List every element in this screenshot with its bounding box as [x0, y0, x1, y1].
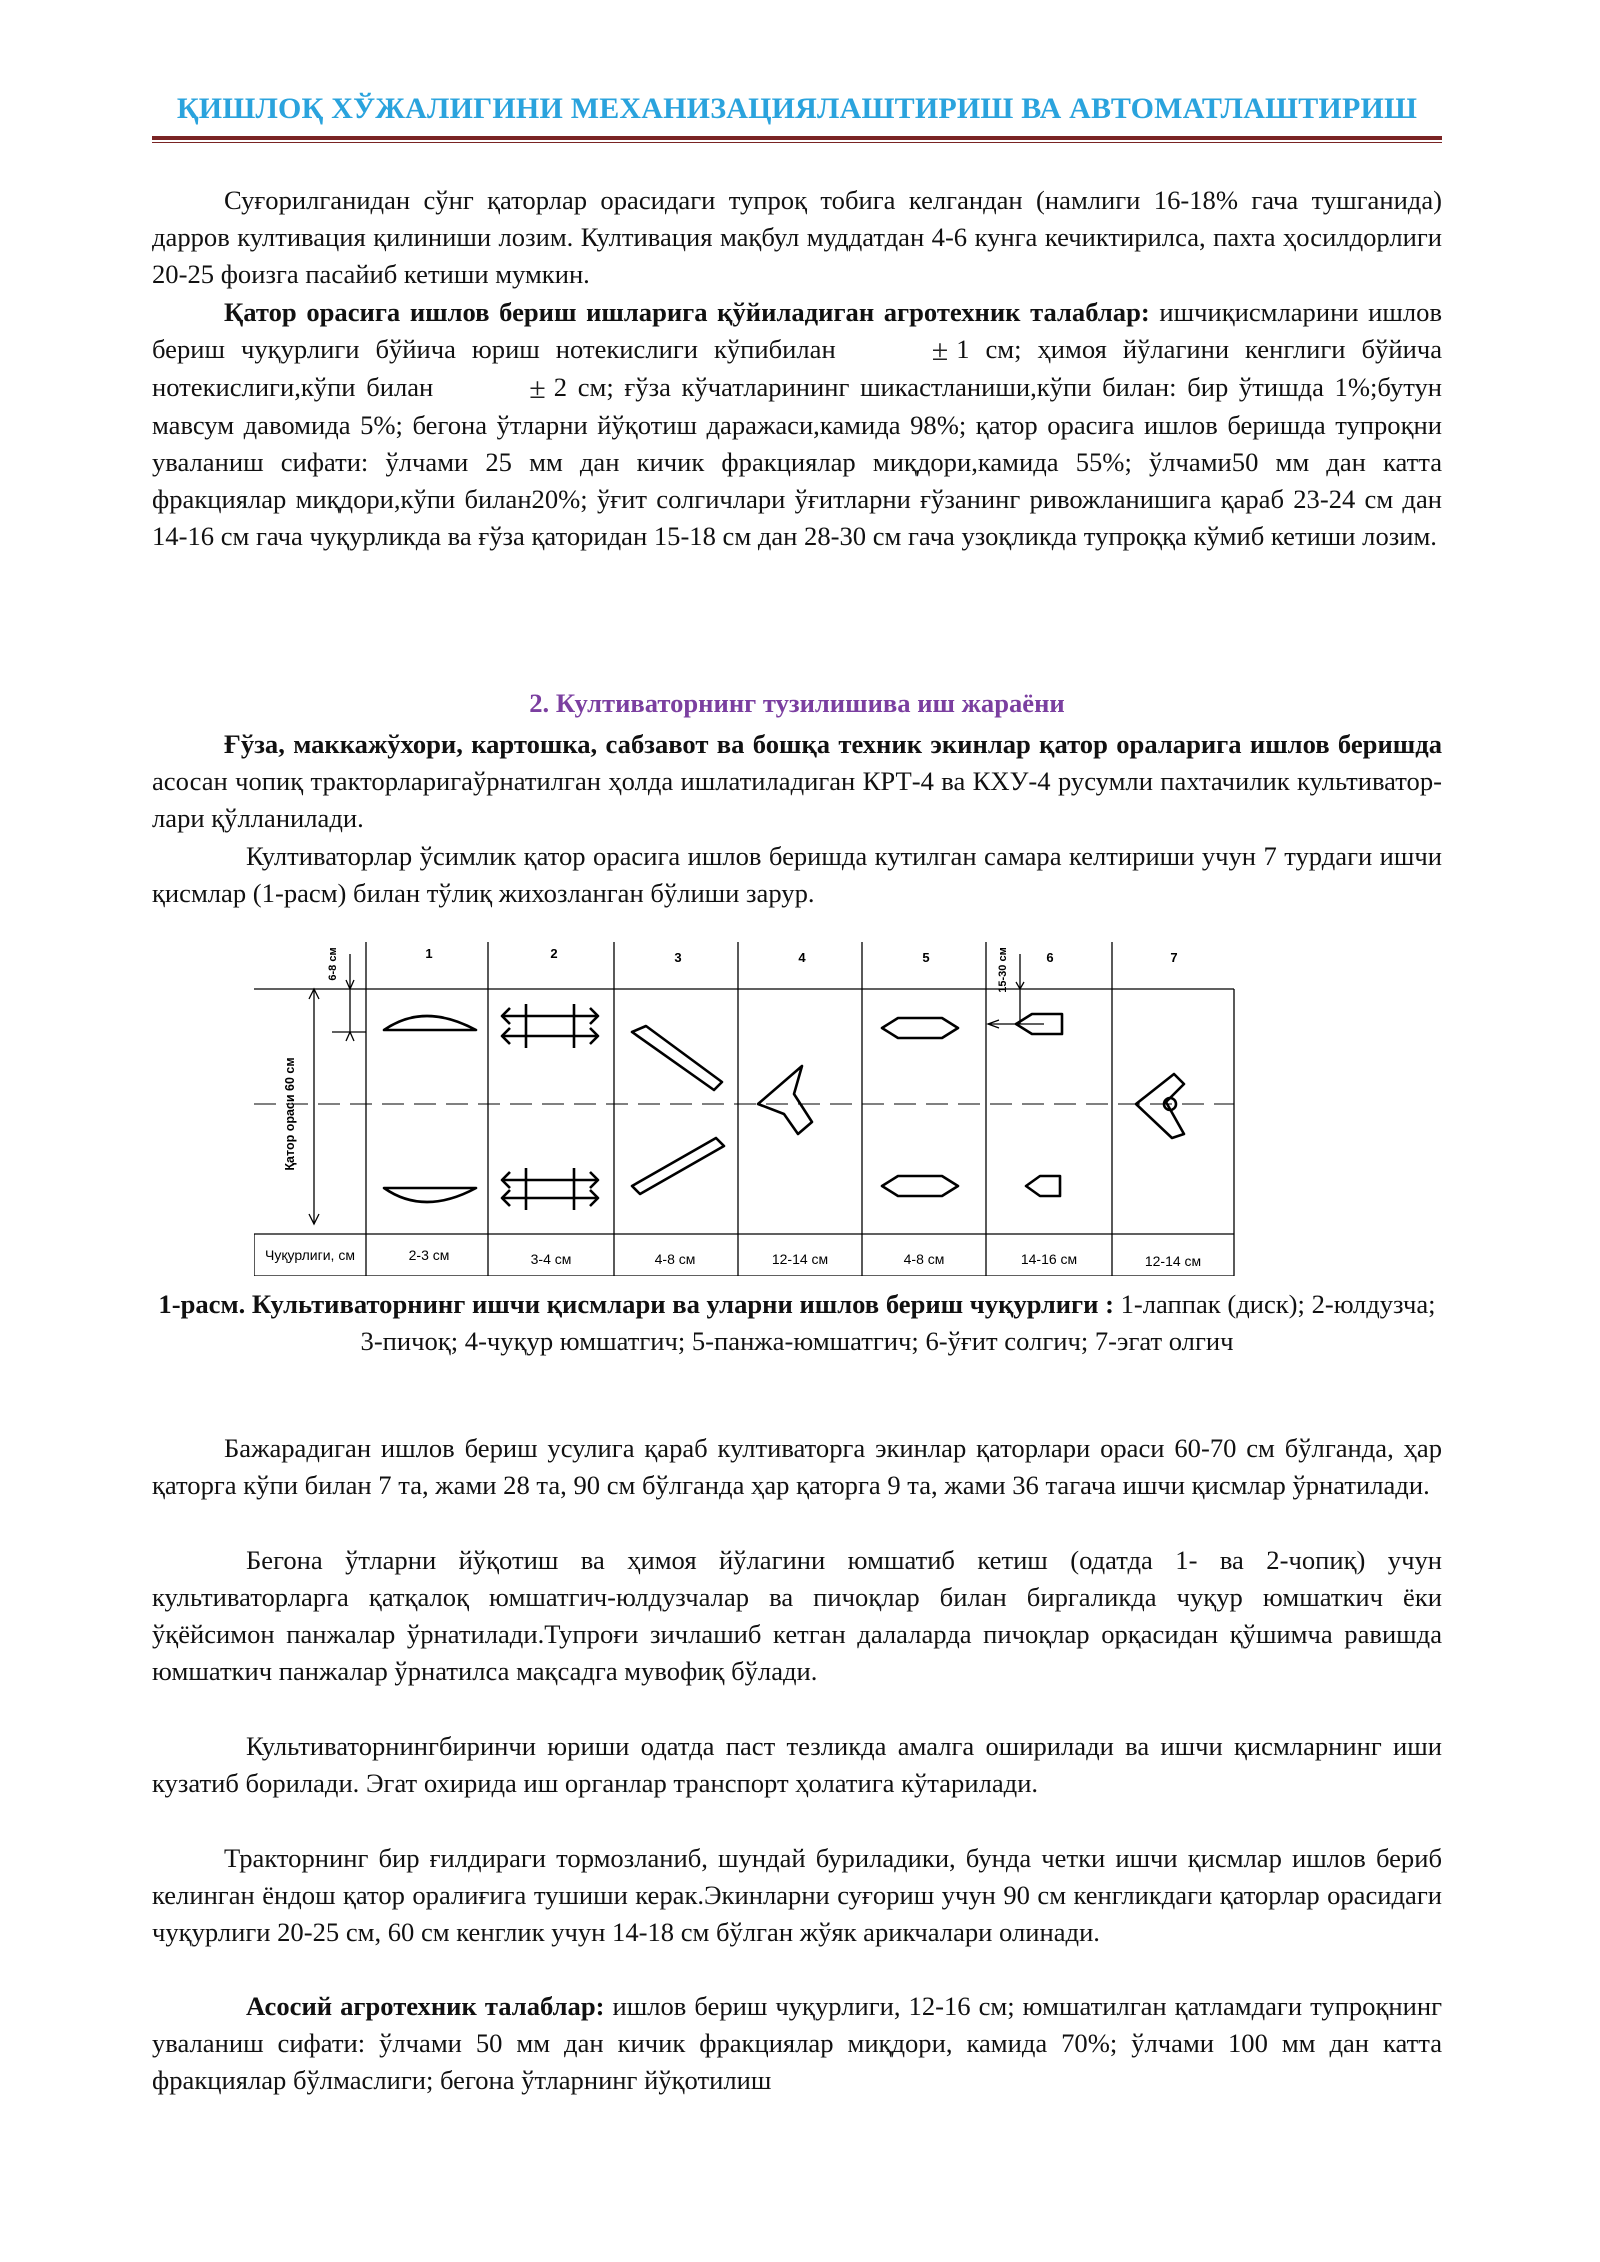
col-number-5: 5 — [922, 950, 930, 965]
depth-6: 14-16 см — [1020, 1251, 1078, 1267]
crops-bold: Ғўза, маккажўхори, картошка, сабзавот ва бошқа техник экинлар қатор ораларига ишлов беришда — [224, 729, 1442, 759]
depth-7: 12-14 см — [1144, 1253, 1202, 1269]
depth-2: 3-4 см — [530, 1251, 572, 1267]
depth-label: Чуқурлиги, см — [265, 1247, 355, 1263]
col-number-1: 1 — [425, 946, 433, 961]
crops-text: асосан чопиқ тракторларигаўрнатилган ҳолда ишлатиладиган КРТ-4 ва КХУ-4 русумли пахтачилик культиватор-лари қўлланилади. — [152, 766, 1442, 833]
dim-label-b: 15-30 см — [997, 947, 1009, 993]
running-header: ҚИШЛОҚ ХЎЖАЛИГИНИ МЕХАНИЗАЦИЯЛАШТИРИШ ВА АВТОМАТЛАШТИРИШ — [176, 92, 1418, 125]
plus-minus-icon: ± — [931, 334, 949, 367]
plus-minus-icon: ± — [529, 372, 546, 405]
paragraph-agrotech-requirements — [152, 294, 1442, 555]
main-requirements-bold: Асосий агротехник талаблар: — [246, 1991, 605, 2021]
agrotech-text-1: ишчиқисмларини ишлов бериш чуқурлиги бўйича юриш нотекислиги кўпибилан — [152, 297, 1443, 364]
depth-5: 4-8 см — [903, 1251, 945, 1267]
paragraph-crops — [152, 726, 1442, 837]
star-rotor-icon-bottom — [502, 1168, 598, 1210]
agrotech-text-3: 2 см; ғўза кўчатларининг шикастланиши,кўпи билан: бир ўтишда 1%;бутун мавсум давомида 5%; бегона ўтларни йўқотиш даражаси,камида 98%; қатор орасига ишлов беришда тупроқни уваланиш сифати: ўлчами 25 мм дан кичик фракциялар миқдори,камида 55%; ўлчами50 мм дан катта фракциялар миқдори,кўпи билан20%; ўғит солгичлари ўғитларни ғўзанинг ривожланишига қараб 23-24 см дан 14-16 см гача чуқурликда ва ғўза қаторидан 15-18 см дан 28-30 см гача узоқликда тупроққа кўмиб кетиши лозим. — [152, 372, 1442, 551]
caption-text: 1-лаппак (диск); 2-юлдузча; 3-пичоқ; 4-чуқур юмшатгич; 5-панжа-юмшатгич; 6-ўғит солгич; 7-эгат олгич — [360, 1289, 1436, 1356]
paragraph-first-pass: Культиваторнингбиринчи юриши одатда паст тезликда амалга оширилади ва ишчи қисмларнинг иши кузатиб борилади. Эгат охирида иш органлар транспорт ҳолатига кўтарилади. — [152, 1731, 1442, 1798]
figure-caption — [152, 1286, 1442, 1360]
main-requirements-text: ишлов бериш чуқурлиги, 12-16 см; юмшатилган қатламдаги тупроқнинг уваланиш сифати: ўлчами 50 мм дан кичик фракциялар миқдори, камида 70%; ўлчами 100 мм дан катта фракциялар бўлмаслиги; бегона ўтларнинг йўқотилиш — [152, 1991, 1442, 2095]
col-number-3: 3 — [674, 950, 682, 965]
agrotech-text-2: 1 см; ҳимоя йўлагини кенглиги бўйича нотекислиги,кўпи билан — [152, 334, 1442, 402]
col-number-4: 4 — [798, 950, 806, 965]
header-rule-thick — [152, 136, 1442, 140]
figure-working-parts — [254, 924, 1244, 1276]
paragraph-weeds: Бегона ўтларни йўқотиш ва ҳимоя йўлагини юмшатиб кетиш (одатда 1- ва 2-чопиқ) учун культиваторларга қатқалоқ юмшатгич-юлдузчалар ва пичоқлар билан биргаликда чуқур юмшаткич ёки ўқёйсимон панжалар ўрнатилади.Тупроғи зичлашиб кетган далаларда пичоқлар орқасидан қўшимча равишда юмшаткич панжалар ўрнатилса мақсадга мувофиқ бўлади. — [152, 1545, 1442, 1686]
depth-1: 2-3 см — [408, 1247, 450, 1263]
col-number-7: 7 — [1170, 950, 1178, 965]
depth-3: 4-8 см — [654, 1251, 696, 1267]
col-number-2: 2 — [550, 946, 558, 961]
col-number-6: 6 — [1046, 950, 1054, 965]
depth-4: 12-14 см — [771, 1251, 829, 1267]
agrotech-heading: Қатор орасига ишлов бериш ишларига қўйиладиган агротехник талаблар: — [224, 297, 1150, 327]
header-rule-thin — [152, 142, 1442, 143]
caption-title: 1-расм. Культиваторнинг ишчи қисмлари ва уларни ишлов бериш чуқурлиги : — [158, 1289, 1114, 1319]
dim-label-a: 6-8 см — [327, 947, 339, 981]
paragraph-turning: Тракторнинг бир ғилдираги тормозланиб, шундай буриладики, бунда четки ишчи қисмлар ишлов бериб келинган ёндош қатор оралиғига тушиши керак.Экинларни суғориш учун 90 см кенгликдаги қаторлар орасидаги чуқурлиги 20-25 см, 60 см кенглик учун 14-18 см бўлган жўяк арикчалари олинади. — [152, 1843, 1442, 1947]
paragraph-row-spacing: Бажарадиган ишлов бериш усулига қараб култиваторга экинлар қаторлари ораси 60-70 см бўлганда, ҳар қаторга кўпи билан 7 та, жами 28 та, 90 см бўлганда ҳар қаторга 9 та, жами 36 тагача ишчи қисмлар ўрнатилади. — [152, 1433, 1442, 1500]
paragraph-main-requirements — [152, 1988, 1442, 2099]
section-title: 2. Култиваторнинг тузилишива иш жараёни — [529, 688, 1065, 718]
star-rotor-icon-top — [502, 1004, 598, 1048]
row-spacing-label: Қатор ораси 60 см — [283, 1057, 297, 1171]
paragraph-seven-parts: Култиваторлар ўсимлик қатор орасига ишлов беришда кутилган самара келтириши учун 7 турдаги ишчи қисмлар (1-расм) билан тўлиқ жихозланган бўлиши зарур. — [152, 841, 1442, 908]
paragraph-irrigation: Суғорилганидан сўнг қаторлар орасидаги тупроқ тобига келгандан (намлиги 16-18% гача тушганида) дарров култивация қилиниши лозим. Култивация мақбул муддатдан 4-6 кунга кечиктирилса, пахта ҳосилдорлиги 20-25 фоизга пасайиб кетиши мумкин. — [152, 185, 1442, 289]
